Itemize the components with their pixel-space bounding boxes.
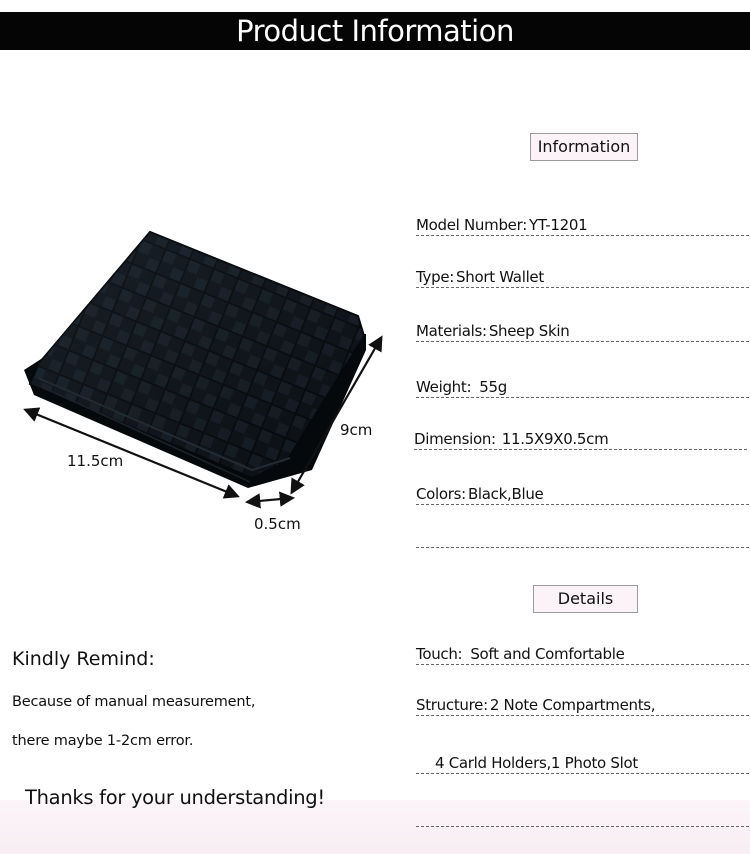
info-row-colors: Colors: Black,Blue <box>416 484 749 505</box>
information-label: Information <box>530 133 638 161</box>
info-row-type: Type: Short Wallet <box>416 267 749 288</box>
thanks-text: Thanks for your understanding! <box>25 786 325 809</box>
info-row-model: Model Number: YT-1201 <box>416 215 749 236</box>
info-row-blank <box>416 527 749 548</box>
remind-line-1: Because of manual measurement, <box>12 694 256 710</box>
page-title: Product Information <box>236 14 514 48</box>
remind-title: Kindly Remind: <box>12 648 155 670</box>
thickness-arrow <box>248 498 292 502</box>
length-label: 11.5cm <box>67 452 124 470</box>
details-row-blank <box>416 806 749 827</box>
details-row-structure: Structure: 2 Note Compartments, <box>416 695 749 716</box>
thickness-label: 0.5cm <box>254 515 301 533</box>
wallet-illustration <box>0 200 400 540</box>
info-row-materials: Materials: Sheep Skin <box>416 321 749 342</box>
details-row-touch: Touch: Soft and Comfortable <box>416 644 749 665</box>
details-label: Details <box>533 585 638 613</box>
details-row-structure-cont: 4 Carld Holders,1 Photo Slot <box>416 753 749 774</box>
remind-line-2: there maybe 1-2cm error. <box>12 733 194 749</box>
info-row-weight: Weight: 55g <box>416 377 749 398</box>
info-row-dimension: Dimension: 11.5X9X0.5cm <box>414 429 747 450</box>
height-label: 9cm <box>340 421 373 439</box>
page-header <box>0 12 750 50</box>
